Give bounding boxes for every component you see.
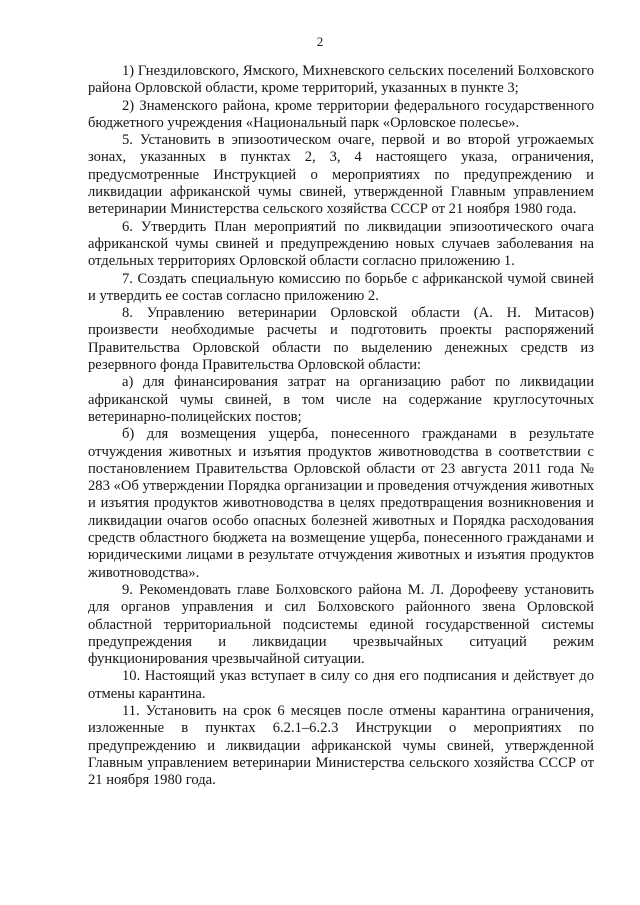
paragraph-1-gnezdilovsky: 1) Гнездиловского, Ямского, Михневского сельских поселений Болховского района Орловской области, кроме территорий, указанных в пункте 3; [88,63,594,97]
paragraph-item-9-emergency-regime: 9. Рекомендовать главе Болховского района М. Л. Дорофееву установить для органов управления и сил Болховского районного звена Орловской областной территориальной подсистемы единой государственной системы предупреждения и ликвидации чрезвычайных ситуаций режим функционирования чрезвычайной ситуации. [88,581,594,668]
paragraph-item-8a-financing: а) для финансирования затрат на организацию работ по ликвидации африканской чумы свиней, в том числе на содержание круглосуточных ветеринарно-полицейских постов; [88,374,594,425]
paragraph-item-8b-compensation: б) для возмещения ущерба, понесенного гражданами в результате отчуждения животных и изъятия продуктов животноводства в соответствии с постановлением Правительства Орловской области от 23 августа 2011 года № 283 «Об утверждении Порядка организации и проведения отчуждения животных и изъятия продуктов животноводства в целях предотвращения возникновения и ликвидации очагов особо опасных болезней животных и Порядка расходования средств областного бюджета на возмещение ущерба, понесенного гражданами и юридическими лицами в результате отчуждения животных и изъятия продуктов животноводства». [88,426,594,581]
paragraph-item-11-post-quarantine: 11. Установить на срок 6 месяцев после отмены карантина ограничения, изложенные в пунктах 6.2.1–6.2.3 Инструкции о мероприятиях по предупреждению и ликвидации африканской чумы свиней, утвержденной Главным управлением ветеринарии Министерства сельского хозяйства СССР от 21 ноября 1980 года. [88,702,594,789]
page-number: 2 [316,34,324,49]
document-body [88,63,594,789]
paragraph-item-8-veterinary-directorate: 8. Управлению ветеринарии Орловской области (А. Н. Митасов) произвести необходимые расчеты и подготовить проекты распоряжений Правительства Орловской области по выделению денежных средств из резервного фонда Правительства Орловской области: [88,305,594,374]
paragraph-item-10-effective-date: 10. Настоящий указ вступает в силу со дня его подписания и действует до отмены карантина. [88,668,594,702]
paragraph-2-znamensky: 2) Знаменского района, кроме территории федерального государственного бюджетного учреждения «Национальный парк «Орловское полесье». [88,97,594,131]
paragraph-item-5-restrictions: 5. Установить в эпизоотическом очаге, первой и во второй угрожаемых зонах, указанных в пунктах 2, 3, 4 настоящего указа, ограничения, предусмотренные Инструкцией о мероприятиях по предупреждению и ликвидации африканской чумы свиней, утвержденной Главным управлением ветеринарии Министерства сельского хозяйства СССР от 21 ноября 1980 года. [88,132,594,218]
paragraph-item-7-commission: 7. Создать специальную комиссию по борьбе с африканской чумой свиней и утвердить ее состав согласно приложению 2. [88,270,594,304]
paragraph-item-6-action-plan: 6. Утвердить План мероприятий по ликвидации эпизоотического очага африканской чумы свиней и предупреждению новых случаев заболевания на отдельных территориях Орловской области согласно приложению 1. [88,218,594,270]
